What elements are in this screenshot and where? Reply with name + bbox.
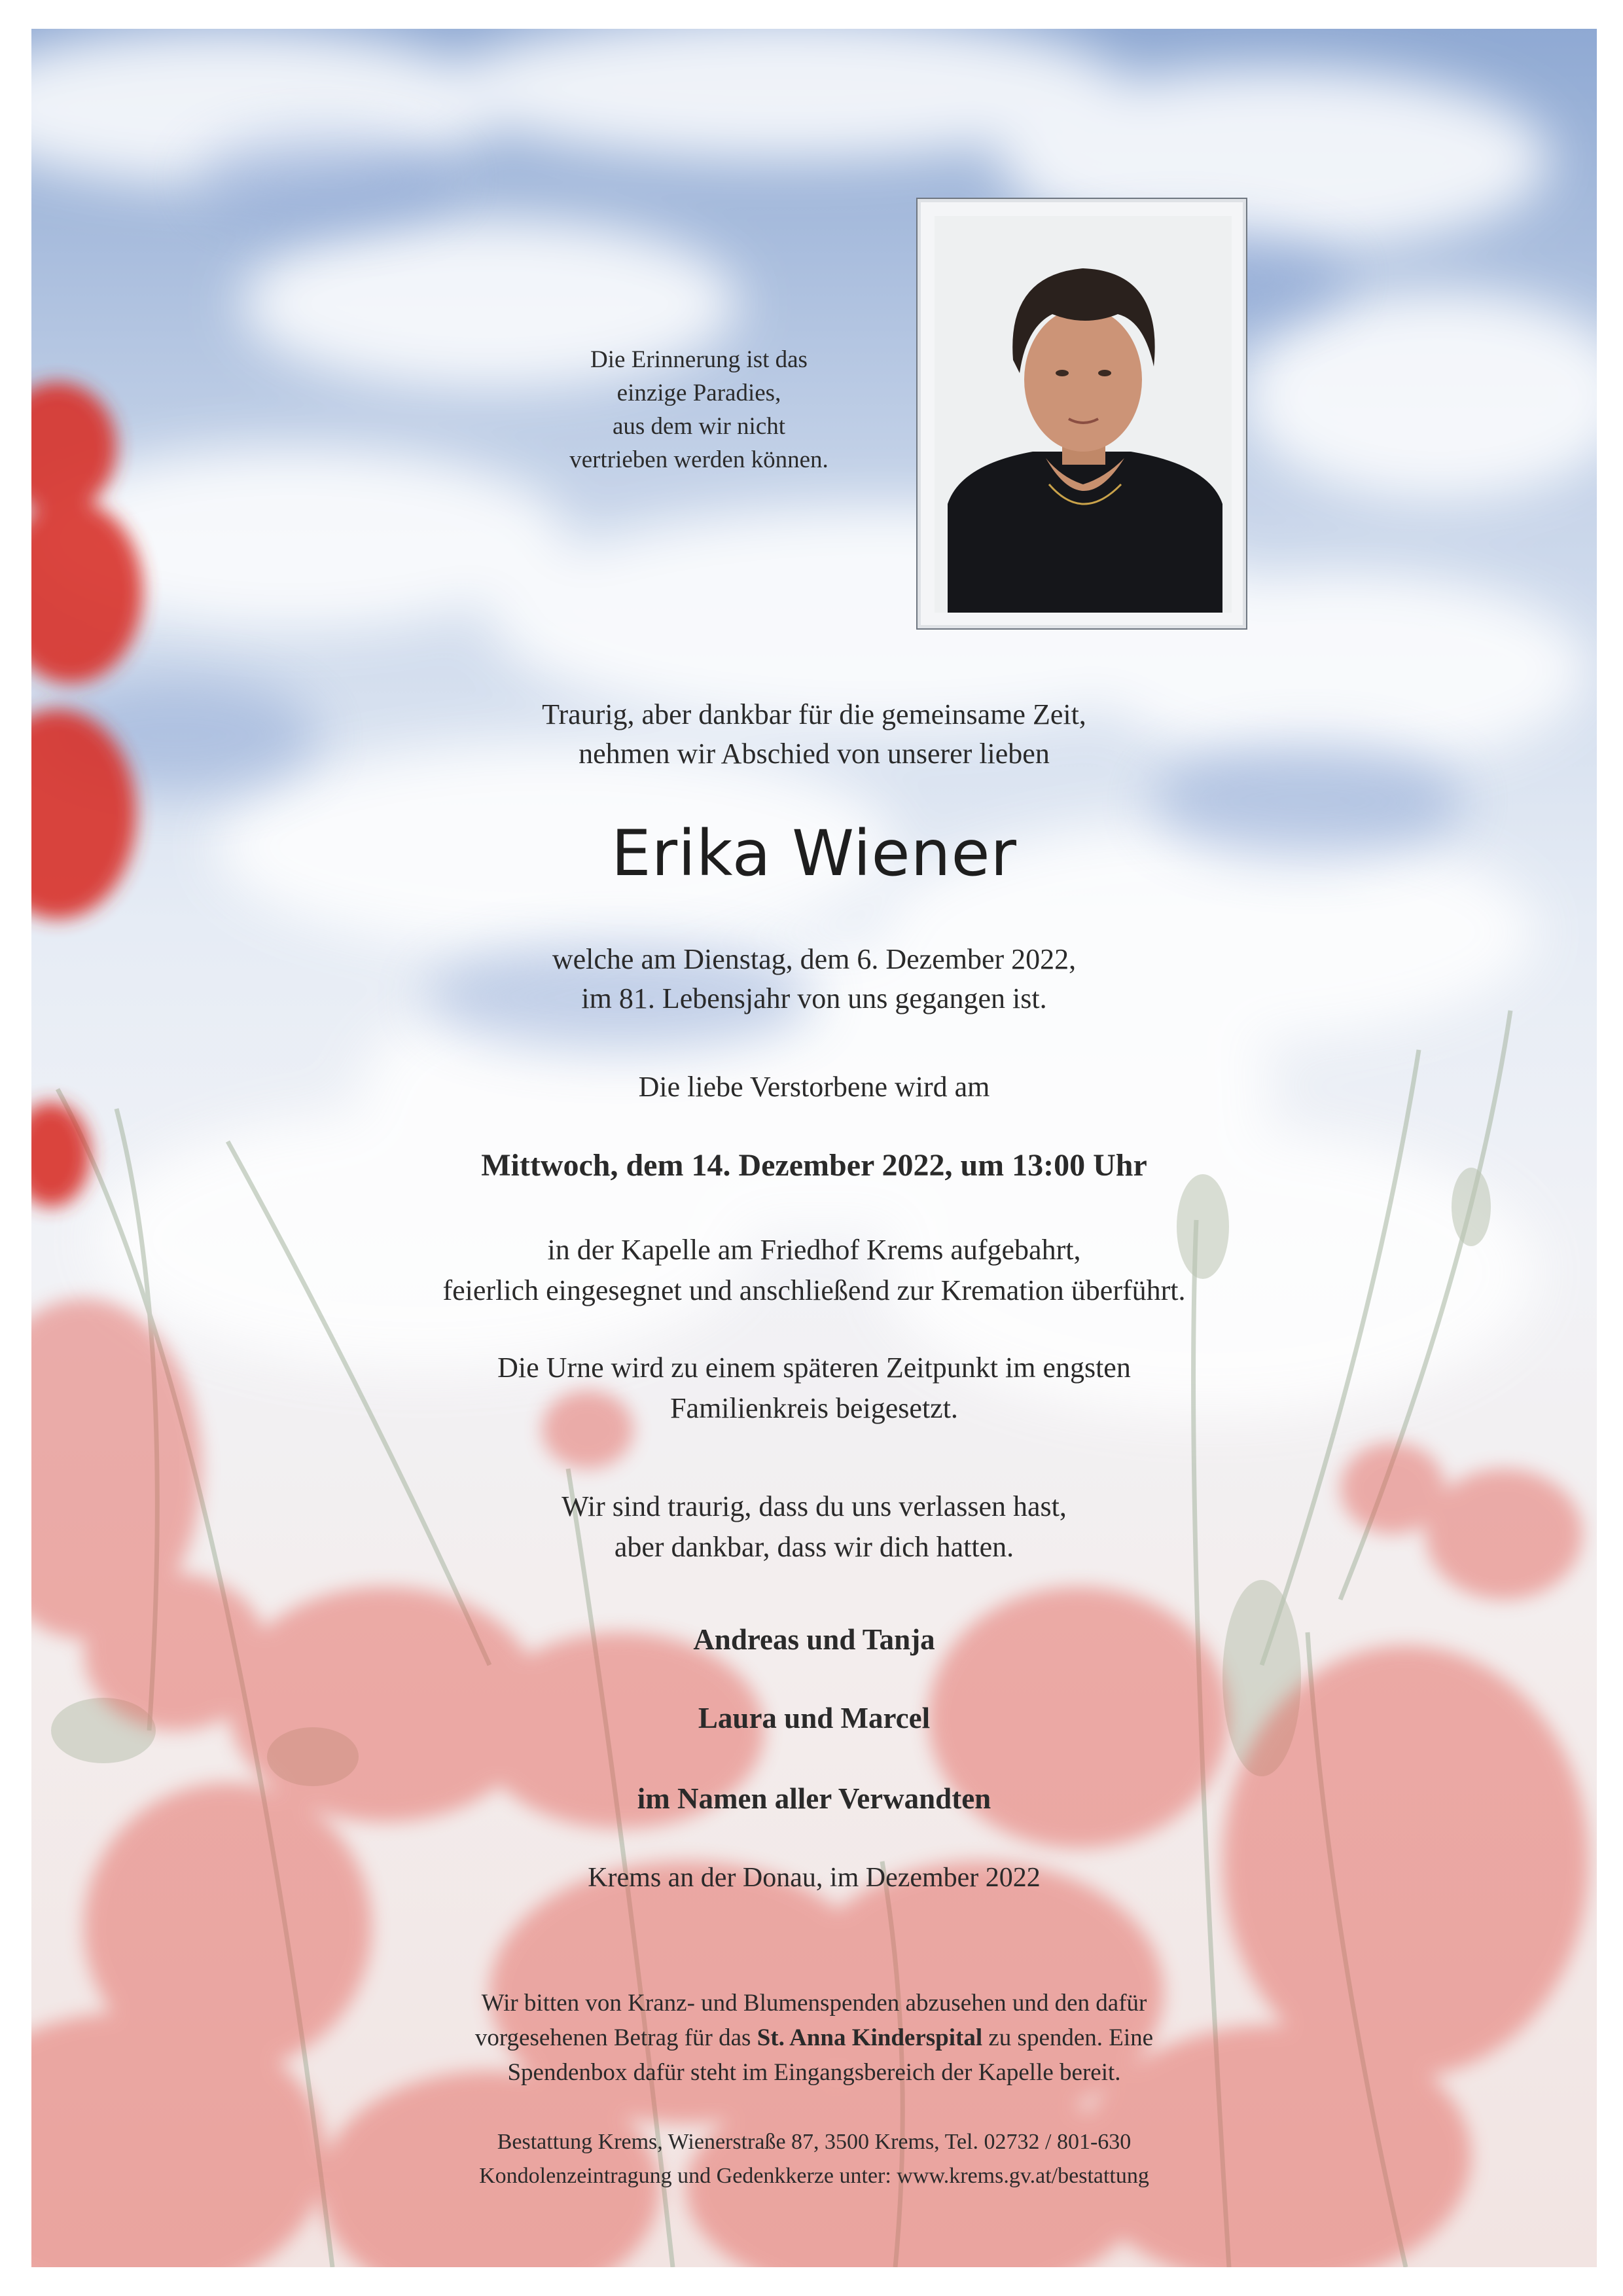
obituary-sheet [31,29,1597,2267]
place-date: Krems an der Donau, im Dezember 2022 [588,1863,1041,1893]
ceremony-line: in der Kapelle am Friedhof Krems aufgebahrt, [547,1234,1081,1266]
donation-request [31,1986,1597,2090]
undertaker-footer [31,2125,1597,2193]
quote-line: vertrieben werden können. [569,446,829,473]
urn-text [31,1348,1597,1429]
mourner-name: Laura und Marcel [698,1702,931,1734]
mourner-name: im Namen aller Verwandten [637,1782,991,1815]
farewell-line: aber dankbar, dass wir dich hatten. [614,1531,1014,1563]
funeral-intro: Die liebe Verstorbene wird am [638,1071,990,1103]
death-line: welche am Dienstag, dem 6. Dezember 2022, [552,943,1077,975]
footer-address: Bestattung Krems, Wienerstraße 87, 3500 Krems, Tel. 02732 / 801-630 [497,2130,1132,2154]
donation-line: Wir bitten von Kranz- und Blumenspenden abzusehen und den dafür [481,1990,1147,2017]
intro-line: Traurig, aber dankbar für die gemeinsame Zeit, [542,698,1086,730]
ceremony-line: feierlich eingesegnet und anschließend zur Kremation überführt. [442,1274,1186,1306]
mourner-name: Andreas und Tanja [693,1623,935,1656]
donation-text: vorgesehenen Betrag für das [474,2024,757,2051]
portrait-photo [935,216,1232,613]
death-notice [31,940,1597,1018]
urn-line: Die Urne wird zu einem späteren Zeitpunkt im engsten [497,1352,1131,1384]
funeral-date: Mittwoch, dem 14. Dezember 2022, um 13:00 Uhr [481,1148,1147,1183]
deceased-name: Erika Wiener [611,817,1017,890]
death-line: im 81. Lebensjahr von uns gegangen ist. [581,982,1047,1014]
donation-line [31,2020,1597,2055]
farewell-text [31,1486,1597,1568]
quote-line: aus dem wir nicht [612,413,786,440]
footer-website: Kondolenzeintragung und Gedenkkerze unter: www.krems.gv.at/bestattung [479,2164,1149,2188]
memorial-quote [490,343,908,476]
portrait-frame [916,198,1247,630]
intro-line: nehmen wir Abschied von unserer lieben [579,738,1050,770]
urn-line: Familienkreis beigesetzt. [670,1392,958,1424]
farewell-line: Wir sind traurig, dass du uns verlassen hast, [562,1490,1067,1522]
intro-text [31,695,1597,774]
donation-text: zu spenden. Eine [982,2024,1154,2051]
donation-line: Spendenbox dafür steht im Eingangsbereich der Kapelle bereit. [507,2059,1121,2086]
quote-line: einzige Paradies, [616,380,781,406]
ceremony-text [31,1230,1597,1311]
charity-name: St. Anna Kinderspital [757,2024,983,2051]
quote-line: Die Erinnerung ist das [590,346,808,373]
